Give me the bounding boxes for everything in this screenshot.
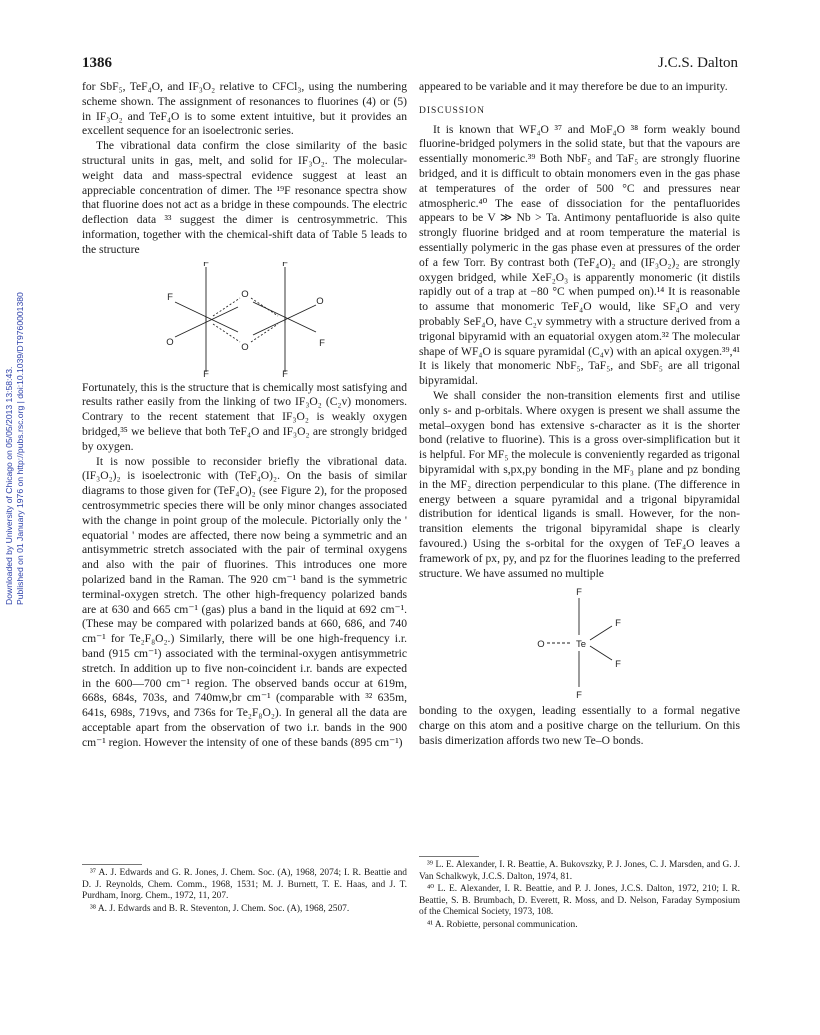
section-heading: DISCUSSION: [419, 105, 485, 116]
iodine-left-label: I: [204, 314, 208, 326]
footnote: ³⁹ L. E. Alexander, I. R. Beattie, A. Bukovszky, P. J. Jones, C. J. Marsden, and G. J. Van Schalkwyk, J.C.S. Dalton, 1974, 81.: [419, 860, 740, 882]
monomer-structure-figure: [419, 585, 740, 700]
fluorine-label: F: [615, 659, 621, 671]
oxygen-bridge-label: O: [241, 341, 249, 353]
paragraph: It is known that WF₄O ³⁷ and MoF₄O ³⁸ form weakly bound fluorine-bridged polymers in the solid state, but that the vapours are essentially monomeric.³⁹ Both NbF₅ and TaF₅ are strongly fluorine bridged, and it is difficult to obtain monomers even in the gas phase at temperatures of the order of 500 °C and pressures near atmospheric.⁴⁰ The ease of dissociation for the pentafluorides appears to be V ≫ Nb > Ta. Antimony pentafluoride is also quite strongly fluorine bridged and at room temperature the material is essentially polymeric in the gas phase even at pressures of the order of a few Torr. By contrast both (TeF₄O)₂ and (IF₃O₂)₂ are strongly oxygen bridged, while XeF₂O₃ is apparently monomeric (it distils rapidly out of a trap at −80 °C when pumped on).¹⁴ It is reasonable to assume that monomeric TeF₄O would, like SF₄O and very probably SeF₄O, have C₂v symmetry with a structure derived from a trigonal bipyramid with an equatorial oxygen atom.³² The molecular shape of WF₄O is square pyramidal (C₄v) with an apical oxygen.³⁹,⁴¹ It is likely that monomeric NbF₅, TaF₅, and SbF₅ are all trigonal bipyramidal.: [419, 122, 740, 388]
footnote-rule: [82, 864, 142, 865]
page-number: 1386: [82, 55, 112, 71]
tellurium-label: Te: [575, 639, 587, 651]
paragraph: bonding to the oxygen, leading essentially to a formal negative charge on this atom and a positive charge on the tellurium. On this basis dimerization affords two new Te–O bonds.: [419, 704, 740, 747]
footnote: ³⁷ A. J. Edwards and G. R. Jones, J. Chem. Soc. (A), 1968, 2074; I. R. Beattie and D. J. Reynolds, Chem. Comm., 1968, 1531; M. J. Burnett, T. E. Haas, and J. T. Purdham, Inorg. Chem., 1972, 11, 207.: [82, 868, 407, 902]
fluorine-label: F: [282, 368, 288, 377]
published-line: Published on 01 January 1976 on http://pubs.rsc.org | doi:10.1039/DT9760001380: [15, 292, 25, 605]
oxygen-label: O: [537, 639, 545, 651]
fluorine-label: F: [319, 337, 325, 349]
fluorine-label: F: [203, 261, 209, 269]
monomer-structure-diagram: [419, 585, 740, 700]
dimer-structure-diagram: [82, 262, 407, 377]
left-column: [82, 80, 407, 750]
dimer-structure-figure: [82, 262, 407, 377]
fluorine-label: F: [576, 587, 582, 599]
paragraph: We shall consider the non-transition elements first and utilise only s- and p-orbitals. Where oxygen is present we shall assume the metal–oxygen bond has extensive s-character as it is the shorter bond (relative to fluorine). This is a gross over-simplification but it is helpful. For MF₅ the molecule is conveniently regarded as trigonal bipyramidal with s,px,py bonding in the MF₃ plane and pz bonding in the MF₂ direction perpendicular to this plane. (The difference in energy between a square pyramidal and a trigonal bipyramidal distribution for identical ligands is small. However, for the non-transition elements the trigonal bipyramidal shape is clearly favoured.) Using the s-orbital for the oxygen of TeF₄O leaves a framework of px, py, and pz for the fluorines leading to the preferred structure. We have assumed no multiple: [419, 388, 740, 580]
download-watermark: [4, 255, 36, 605]
footnotes-right: [419, 860, 740, 933]
footnotes-left: [82, 868, 407, 916]
footnote-rule: [419, 856, 479, 857]
journal-name: J.C.S. Dalton: [657, 55, 738, 71]
footnote: ⁴¹ A. Robiette, personal communication.: [427, 919, 578, 930]
iodine-right-label: I: [283, 314, 287, 326]
right-column: [419, 80, 740, 749]
fluorine-label: F: [167, 291, 173, 303]
oxygen-terminal-label: O: [316, 295, 324, 307]
footnote: ³⁸ A. J. Edwards and B. R. Steventon, J. Chem. Soc. (A), 1968, 2507.: [90, 903, 350, 914]
paragraph: It is now possible to reconsider briefly the vibrational data. (IF₃O₂)₂ is isoelectronic with (TeF₄O)₂. On the basis of similar diagrams to those given for (TeF₄O)₂ (see Figure 2), for the proposed centrosymmetric species there will be only minor changes associated with the change in point group of the molecule. Pictorially only the ' equatorial ' modes are affected, there now being a symmetric and an antisymmetric stretch associated with the pair of terminal oxygens and also with the pair of fluorines. This introduces one more polarized band in the Raman. The 920 cm⁻¹ band is the symmetric terminal-oxygen stretch. The other high-frequency polarized bands are at 630 and 665 cm⁻¹ (gas) plus a band in the liquid at 692 cm⁻¹. (These may be compared with polarized bands at 660, 686, and 740 cm⁻¹ for Te₂F₈O₂.) Similarly, there will be one high-frequency i.r. band (915 cm⁻¹) associated with the terminal-oxygen antisymmetric stretch. In addition up to five non-coincident i.r. bands are expected in the 600—700 cm⁻¹ region. The observed bands occur at 619m, 668s, 684s, 703s, and 740mw,br cm⁻¹ (comparable with ³² 635m, 641s, 698s, 719vs, and 736s for Te₂F₈O₂). In general all the data are acceptable apart from the observation of two i.r. bands in the 900 cm⁻¹ region. However the intensity of one of these bands (895 cm⁻¹): [82, 454, 407, 749]
paragraph: appeared to be variable and it may therefore be due to an impurity.: [419, 80, 728, 93]
paragraph: The vibrational data confirm the close similarity of the basic structural units in gas, melt, and solid for IF₃O₂. The molecular-weight data and mass-spectral evidence suggest at least an appreciable concentration of dimer. The ¹⁹F resonance spectra show that fluorine does not act as a bridge in these compounds. The electric deflection data ³³ suggest the dimer is centrosymmetric. This information, together with the chemical-shift data of Table 5 leads to the structure: [82, 139, 407, 256]
fluorine-label: F: [615, 618, 621, 630]
fluorine-label: F: [576, 690, 582, 701]
paragraph: for SbF₅, TeF₄O, and IF₃O₂ relative to CFCl₃, using the numbering scheme shown. The assignment of resonances to fluorines (4) or (5) in IF₃O₂ and TeF₄O is to some extent intuitive, but it provides an excellent sequence for an isoelectronic series.: [82, 80, 407, 138]
oxygen-bridge-label: O: [241, 288, 249, 300]
downloaded-line: Downloaded by University of Chicago on 05/05/2013 13:58:43.: [4, 366, 14, 605]
fluorine-label: F: [203, 368, 209, 377]
footnote: ⁴⁰ L. E. Alexander, I. R. Beattie, and P. J. Jones, J.C.S. Dalton, 1972, 210; I. R. Beattie, S. B. Brumbach, D. Everett, R. Moss, and D. Nelson, Faraday Symposium of the Chemical Society, 1973, 108.: [419, 884, 740, 918]
fluorine-label: F: [282, 261, 288, 269]
paragraph: Fortunately, this is the structure that is chemically most satisfying and results rather easily from the linking of two IF₃O₂ (C₂v) monomers. Contrary to the recent statement that IF₃O₂ is weakly oxygen bridged,³⁵ we believe that both TeF₄O and IF₃O₂ are strongly bridged by oxygen.: [82, 380, 407, 453]
oxygen-terminal-label: O: [166, 336, 174, 348]
